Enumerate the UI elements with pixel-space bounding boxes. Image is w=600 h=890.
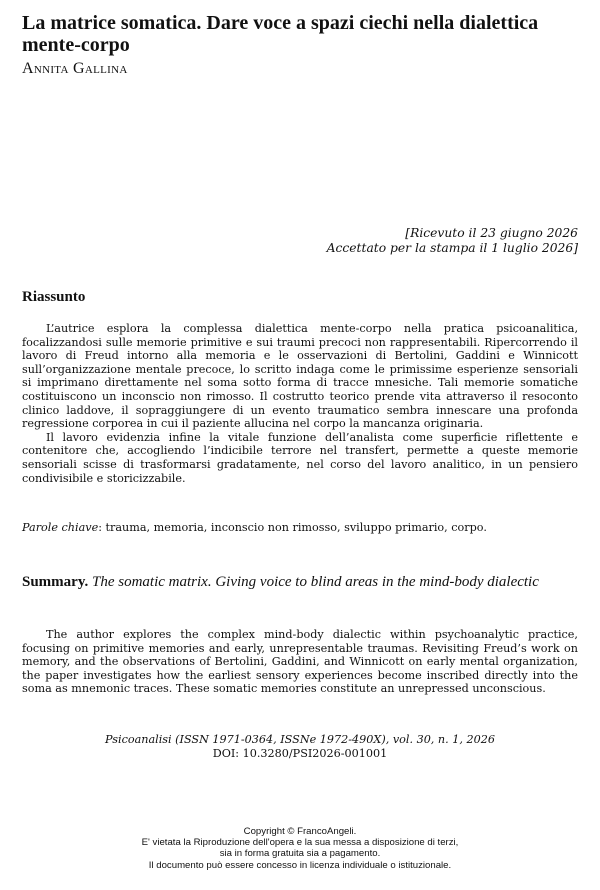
copyright-line: Copyright © FrancoAngeli. <box>243 826 357 837</box>
riassunto-body <box>22 322 578 485</box>
accepted-date: Accettato per la stampa il 1 luglio 2026] <box>326 240 578 255</box>
received-date: [Ricevuto il 23 giugno 2026 <box>405 226 578 240</box>
summary-label: Summary. <box>22 574 89 590</box>
riassunto-paragraph: Il lavoro evidenzia infine la vitale funzione dell’analista come superficie riflettente e contenitore che, accogliendo l’indicibile terrore nel transfert, permette a queste memorie sensoriali scisse di trasformarsi gradatamente, nel corso del lavoro analitico, in un pensiero condivisibile e storicizzabile. <box>22 430 578 485</box>
article-author: Annita Gallina <box>22 60 128 77</box>
doi: DOI: 10.3280/PSI2026-001001 <box>212 747 388 760</box>
journal-info <box>0 733 600 761</box>
keywords-label: Parole chiave <box>22 521 99 534</box>
journal-citation: Psicoanalisi (ISSN 1971-0364, ISSNe 1972-490X), vol. 30, n. 1, 2026 <box>105 733 495 746</box>
article-title: La matrice somatica. Dare voce a spazi ciechi nella dialettica mente-corpo <box>22 12 539 56</box>
keywords <box>22 521 578 535</box>
copyright-line: Il documento può essere concesso in licenza individuale o istituzionale. <box>148 859 452 871</box>
keywords-list: : trauma, memoria, inconscio non rimosso, sviluppo primario, corpo. <box>98 521 487 534</box>
copyright-notice <box>0 826 600 871</box>
summary-body <box>22 628 578 696</box>
submission-dates <box>327 226 578 255</box>
summary-paragraph: The author explores the complex mind-body dialectic within psychoanalytic practice, focusing on primitive memories and early, unrepresentable traumas. Revisiting Freud’s work on memory, and the observations of Bertolini, Gaddini, and Winnicott on early mental organization, the paper investigates how the earliest sensory experiences become inscribed directly into the soma as mnemonic traces. These somatic memories constitute an unrepressed unconscious. <box>22 628 578 696</box>
riassunto-paragraph: L’autrice esplora la complessa dialettica mente-corpo nella pratica psicoanalitica, focalizzandosi sulle memorie primitive e sui traumi precoci non rappresentabili. Ripercorrendo il lavoro di Freud intorno alla memoria e le osservazioni di Bertolini, Gaddini e Winnicott sull’organizzazione mentale precoce, lo scritto indaga come le primissime esperienze sensoriali si imprimano direttamente nel soma sotto forma di tracce mnesiche. Tali memorie somatiche costituiscono un inconscio non rimosso. Il costrutto teorico prende vita attraverso il resoconto clinico laddove, il sopraggiungere di un evento traumatico sembra innescare una profonda regressione corporea in cui il paziente allucina nel corpo la mancanza originaria. <box>22 322 578 431</box>
copyright-line: sia in forma gratuita sia a pagamento. <box>219 848 381 860</box>
summary-subtitle: The somatic matrix. Giving voice to blind areas in the mind-body dialectic <box>92 574 539 590</box>
copyright-line: E' vietata la Riproduzione dell'opera e la sua messa a disposizione di terzi, <box>141 837 459 849</box>
summary-heading <box>22 574 582 591</box>
riassunto-heading: Riassunto <box>22 289 86 305</box>
